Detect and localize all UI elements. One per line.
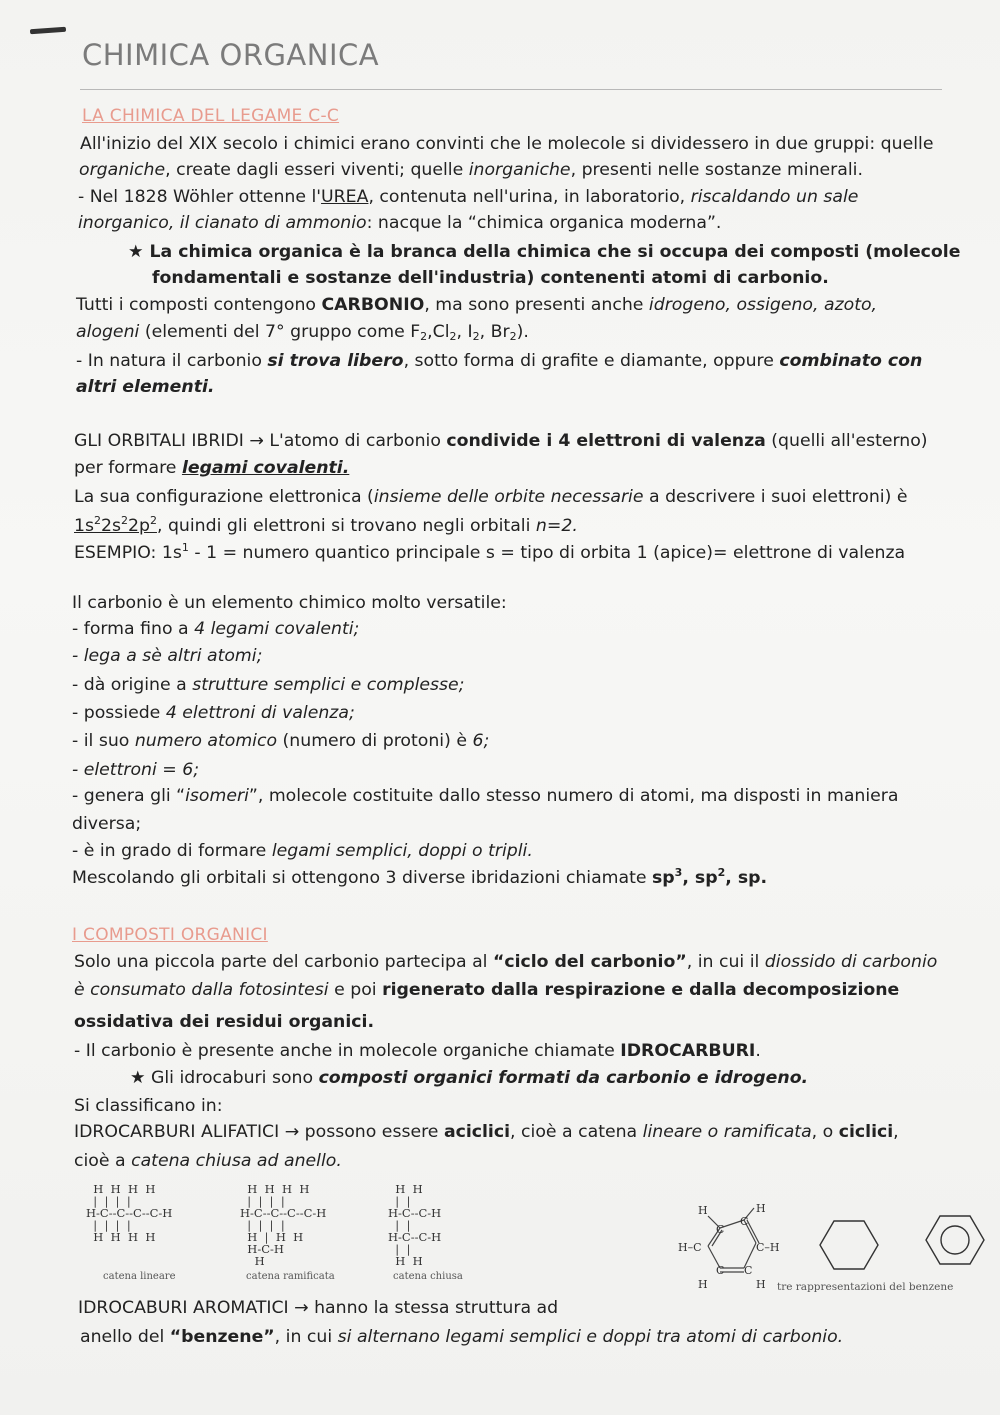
para-line: All'inizio del XIX secolo i chimici erano convinti che le molecole si dividessero in due gruppi: quelle (80, 134, 934, 154)
para-line: ESEMPIO: $1s^1 - 1$ = numero quantico principale s = tipo di orbita 1 (apice)= elettrone di valenza (74, 541, 906, 563)
para-line: altri elementi. (76, 377, 215, 397)
para-line: alogeni (elementi del 7° gruppo come $F_2,Cl_2$, $I_2$, $Br_2$). (76, 322, 529, 343)
list-item: - lega a sè altri atomi; (72, 646, 263, 666)
svg-text:C–H: C–H (756, 1241, 780, 1254)
svg-text:C: C (716, 1223, 725, 1236)
section-heading-legame: LA CHIMICA DEL LEGAME C-C (82, 106, 340, 126)
list-item: - elettroni = 6; (72, 760, 200, 780)
benzene-hexagon-icon (818, 1217, 880, 1273)
para-line: è consumato dalla fotosintesi e poi rigenerato dalla respirazione e dalla decomposizione (74, 980, 900, 1000)
para-line: inorganico, il cianato di ammonio: nacque la “chimica organica moderna”. (78, 213, 722, 233)
para-line: La sua configurazione elettronica (insieme delle orbite necessarie a descrivere i suoi elettroni) è (74, 487, 908, 507)
para-line: $1s^22s^22p^2$, quindi gli elettroni si trovano negli orbitali n=2. (74, 514, 578, 536)
svg-text:H: H (698, 1278, 708, 1291)
para-line: organiche, create dagli esseri viventi; quelle inorganiche, presenti nelle sostanze minerali. (79, 160, 863, 180)
branched-chain-formula: H H H H | | | | H-C--C--C--C-H | | | | H | H H H-C-H H (240, 1182, 327, 1268)
pen-mark (30, 27, 66, 34)
caption-benzene: tre rappresentazioni del benzene (777, 1281, 954, 1293)
closed-chain-formula: H H | | H-C--C-H | | H-C--C-H | | H H (388, 1182, 442, 1268)
para-line: cioè a catena chiusa ad anello. (74, 1151, 342, 1171)
list-item: - genera gli “isomeri”, molecole costituite dallo stesso numero di atomi, ma disposti in maniera (72, 786, 899, 806)
para-line: Si classificano in: (74, 1096, 223, 1116)
para-line: - Il carbonio è presente anche in molecole organiche chiamate IDROCARBURI. (74, 1041, 761, 1061)
para-line: ossidativa dei residui organici. (74, 1012, 375, 1032)
para-line: per formare legami covalenti. (74, 458, 350, 478)
para-line: anello del “benzene”, in cui si alternano legami semplici e doppi tra atomi di carbonio. (80, 1327, 844, 1347)
list-item: diversa; (72, 814, 142, 834)
para-line: Solo una piccola parte del carbonio partecipa al “ciclo del carbonio”, in cui il diossido di carbonio (74, 952, 938, 972)
para-line: Mescolando gli orbitali si ottengono 3 diverse ibridazioni chiamate $sp^3$, $sp^2$, sp. (72, 866, 768, 888)
svg-text:C: C (716, 1264, 725, 1277)
svg-text:H–C: H–C (678, 1241, 702, 1254)
key-statement: fondamentali e sostanze dell'industria) contenenti atomi di carbonio. (152, 268, 829, 288)
linear-chain-formula: H H H H | | | | H-C--C--C--C-H | | | | H H H H (86, 1182, 173, 1244)
para-line: IDROCABURI AROMATICI → hanno la stessa struttura ad (78, 1298, 559, 1318)
key-statement: ★ Gli idrocaburi sono composti organici formati da carbonio e idrogeno. (130, 1068, 809, 1088)
section-heading-composti: I COMPOSTI ORGANICI (72, 925, 268, 945)
list-item: - possiede 4 elettroni di valenza; (72, 703, 355, 723)
list-item: - è in grado di formare legami semplici, doppi o tripli. (72, 841, 533, 861)
svg-text:H: H (698, 1204, 708, 1217)
caption-closed: catena chiusa (393, 1271, 463, 1282)
list-item: - forma fino a 4 legami covalenti; (72, 619, 360, 639)
para-line: Il carbonio è un elemento chimico molto versatile: (72, 593, 507, 613)
svg-text:C: C (740, 1215, 749, 1228)
list-item: - il suo numero atomico (numero di protoni) è 6; (72, 731, 490, 751)
para-line: Tutti i composti contengono CARBONIO, ma sono presenti anche idrogeno, ossigeno, azoto, (76, 295, 878, 315)
svg-text:H: H (756, 1278, 766, 1291)
title-rule (80, 89, 942, 90)
caption-linear: catena lineare (103, 1271, 176, 1282)
para-line: - Nel 1828 Wöhler ottenne l'UREA, contenuta nell'urina, in laboratorio, riscaldando un sale (78, 187, 859, 207)
caption-branched: catena ramificata (246, 1271, 335, 1282)
benzene-ring-icon (924, 1212, 986, 1268)
para-line: IDROCARBURI ALIFATICI → possono essere aciclici, cioè a catena lineare o ramificata, o ciclici, (74, 1122, 899, 1142)
svg-text:H: H (756, 1202, 766, 1215)
list-item: - dà origine a strutture semplici e complesse; (72, 675, 465, 695)
key-statement: ★ La chimica organica è la branca della chimica che si occupa dei composti (molecole (128, 242, 961, 262)
page-title: CHIMICA ORGANICA (82, 38, 380, 72)
para-line: - In natura il carbonio si trova libero, sotto forma di grafite e diamante, oppure combinato con (76, 351, 923, 371)
svg-text:C: C (744, 1264, 753, 1277)
para-line: GLI ORBITALI IBRIDI → L'atomo di carbonio condivide i 4 elettroni di valenza (quelli all'esterno) (74, 431, 928, 451)
